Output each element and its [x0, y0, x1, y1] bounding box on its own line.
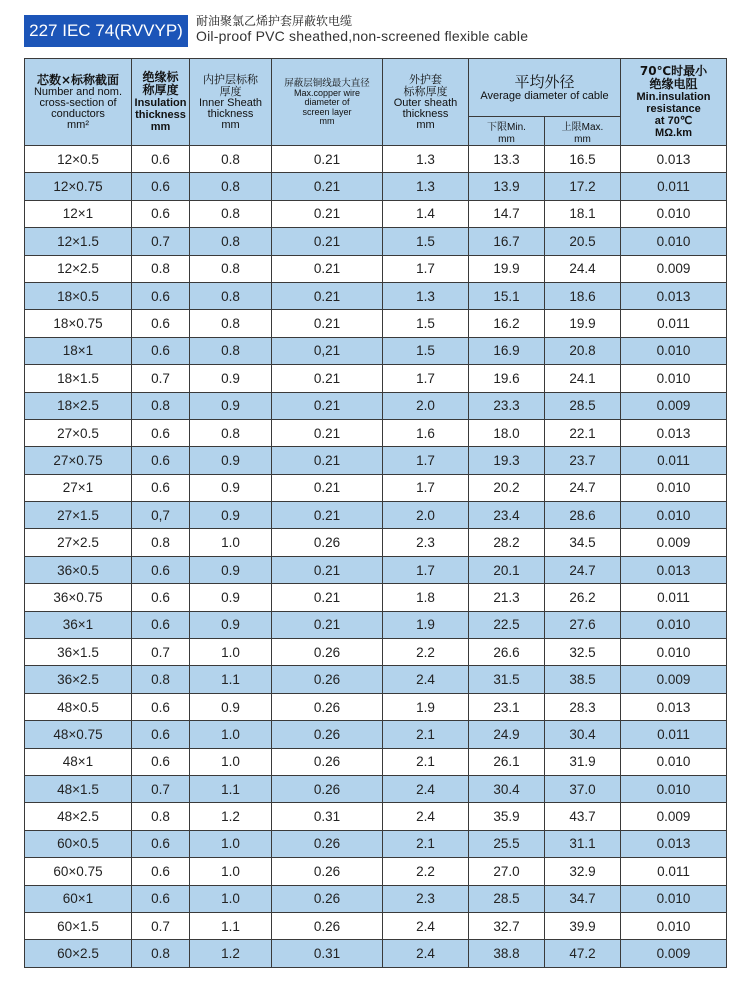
insulation-cell: 0.6 — [132, 419, 190, 446]
inner-sheath-cell: 0.9 — [190, 584, 272, 611]
cores-cell: 36×0.5 — [25, 556, 132, 583]
screen-wire-cell: 0.21 — [272, 173, 383, 200]
outer-sheath-cell: 1.3 — [383, 282, 469, 309]
inner-sheath-cell: 1.0 — [190, 858, 272, 885]
diameter-min-cell: 21.3 — [469, 584, 545, 611]
diameter-min-cell: 26.1 — [469, 748, 545, 775]
outer-sheath-cell: 1.5 — [383, 310, 469, 337]
resistance-cell: 0.013 — [621, 282, 727, 309]
screen-wire-cell: 0.21 — [272, 392, 383, 419]
table-row — [25, 365, 727, 392]
inner-sheath-cell: 0.8 — [190, 255, 272, 282]
outer-sheath-cell: 2.4 — [383, 912, 469, 939]
resistance-cell: 0.011 — [621, 721, 727, 748]
diameter-max-cell: 31.1 — [545, 830, 621, 857]
table-row — [25, 666, 727, 693]
resistance-cell: 0.009 — [621, 940, 727, 967]
screen-wire-cell: 0.21 — [272, 228, 383, 255]
diameter-min-cell: 16.7 — [469, 228, 545, 255]
cable-spec-table — [24, 58, 727, 968]
insulation-cell: 0.7 — [132, 775, 190, 802]
table-row — [25, 228, 727, 255]
cores-cell: 36×1.5 — [25, 639, 132, 666]
screen-wire-cell: 0.26 — [272, 775, 383, 802]
inner-sheath-cell: 0.8 — [190, 337, 272, 364]
table-row — [25, 255, 727, 282]
resistance-cell: 0.010 — [621, 474, 727, 501]
screen-wire-cell: 0.26 — [272, 858, 383, 885]
table-row — [25, 803, 727, 830]
resistance-cell: 0.010 — [621, 337, 727, 364]
insulation-cell: 0.8 — [132, 392, 190, 419]
outer-sheath-cell: 1.7 — [383, 474, 469, 501]
header-inner-sheath: 内护层标称 厚度 Inner Sheath thickness mm — [190, 59, 272, 146]
inner-sheath-cell: 0.9 — [190, 447, 272, 474]
page-header — [0, 0, 750, 52]
diameter-max-cell: 32.9 — [545, 858, 621, 885]
screen-wire-cell: 0.26 — [272, 748, 383, 775]
outer-sheath-cell: 1.7 — [383, 255, 469, 282]
diameter-min-cell: 20.2 — [469, 474, 545, 501]
screen-wire-cell: 0.21 — [272, 611, 383, 638]
diameter-min-cell: 35.9 — [469, 803, 545, 830]
screen-wire-cell: 0,21 — [272, 337, 383, 364]
insulation-cell: 0.7 — [132, 912, 190, 939]
inner-sheath-cell: 0.9 — [190, 502, 272, 529]
screen-wire-cell: 0.21 — [272, 502, 383, 529]
cores-cell: 18×1 — [25, 337, 132, 364]
diameter-max-cell: 28.5 — [545, 392, 621, 419]
diameter-max-cell: 26.2 — [545, 584, 621, 611]
screen-wire-cell: 0.21 — [272, 556, 383, 583]
table-row — [25, 885, 727, 912]
outer-sheath-cell: 1.5 — [383, 228, 469, 255]
screen-wire-cell: 0.21 — [272, 310, 383, 337]
outer-sheath-cell: 2.1 — [383, 748, 469, 775]
diameter-max-cell: 20.5 — [545, 228, 621, 255]
insulation-cell: 0.8 — [132, 666, 190, 693]
cores-cell: 36×1 — [25, 611, 132, 638]
table-row — [25, 474, 727, 501]
outer-sheath-cell: 1.3 — [383, 173, 469, 200]
resistance-cell: 0.010 — [621, 639, 727, 666]
header-screen-wire: 屏蔽层铜线最大直径 Max.copper wire diameter of screen layer mm — [272, 59, 383, 146]
diameter-min-cell: 16.2 — [469, 310, 545, 337]
cores-cell: 48×1 — [25, 748, 132, 775]
screen-wire-cell: 0.21 — [272, 419, 383, 446]
inner-sheath-cell: 0.8 — [190, 228, 272, 255]
insulation-cell: 0.8 — [132, 529, 190, 556]
insulation-cell: 0.6 — [132, 830, 190, 857]
diameter-min-cell: 19.3 — [469, 447, 545, 474]
screen-wire-cell: 0.26 — [272, 912, 383, 939]
table-row — [25, 693, 727, 720]
diameter-max-cell: 34.7 — [545, 885, 621, 912]
cores-cell: 27×0.75 — [25, 447, 132, 474]
diameter-min-cell: 24.9 — [469, 721, 545, 748]
diameter-min-cell: 13.9 — [469, 173, 545, 200]
insulation-cell: 0.6 — [132, 693, 190, 720]
diameter-max-cell: 18.6 — [545, 282, 621, 309]
cores-cell: 60×1.5 — [25, 912, 132, 939]
cores-cell: 27×1.5 — [25, 502, 132, 529]
resistance-cell: 0.013 — [621, 146, 727, 173]
inner-sheath-cell: 1.1 — [190, 666, 272, 693]
header-insulation-resistance: 70℃时最小 绝缘电阻 Min.insulation resistance at 70℃ MΩ.km — [621, 59, 727, 146]
resistance-cell: 0.010 — [621, 200, 727, 227]
screen-wire-cell: 0.21 — [272, 282, 383, 309]
insulation-cell: 0.6 — [132, 282, 190, 309]
inner-sheath-cell: 0.9 — [190, 365, 272, 392]
screen-wire-cell: 0.26 — [272, 830, 383, 857]
table-row — [25, 282, 727, 309]
cores-cell: 12×2.5 — [25, 255, 132, 282]
inner-sheath-cell: 0.9 — [190, 611, 272, 638]
insulation-cell: 0.8 — [132, 940, 190, 967]
diameter-max-cell: 38.5 — [545, 666, 621, 693]
diameter-min-cell: 18.0 — [469, 419, 545, 446]
insulation-cell: 0,7 — [132, 502, 190, 529]
screen-wire-cell: 0.26 — [272, 885, 383, 912]
cores-cell: 12×1 — [25, 200, 132, 227]
insulation-cell: 0.6 — [132, 611, 190, 638]
diameter-max-cell: 30.4 — [545, 721, 621, 748]
outer-sheath-cell: 1.7 — [383, 365, 469, 392]
cores-cell: 12×1.5 — [25, 228, 132, 255]
screen-wire-cell: 0.21 — [272, 584, 383, 611]
inner-sheath-cell: 0.8 — [190, 282, 272, 309]
table-row — [25, 529, 727, 556]
diameter-max-cell: 47.2 — [545, 940, 621, 967]
diameter-min-cell: 20.1 — [469, 556, 545, 583]
diameter-min-cell: 23.4 — [469, 502, 545, 529]
diameter-max-cell: 28.6 — [545, 502, 621, 529]
table-row — [25, 940, 727, 967]
insulation-cell: 0.6 — [132, 474, 190, 501]
title-chinese: 耐油聚氯乙烯护套屏蔽软电缆 — [196, 14, 353, 28]
resistance-cell: 0.011 — [621, 858, 727, 885]
diameter-min-cell: 19.6 — [469, 365, 545, 392]
diameter-max-cell: 16.5 — [545, 146, 621, 173]
inner-sheath-cell: 0.8 — [190, 200, 272, 227]
cores-cell: 27×1 — [25, 474, 132, 501]
insulation-cell: 0.6 — [132, 310, 190, 337]
diameter-max-cell: 18.1 — [545, 200, 621, 227]
diameter-min-cell: 26.6 — [469, 639, 545, 666]
inner-sheath-cell: 1.2 — [190, 940, 272, 967]
diameter-max-cell: 22.1 — [545, 419, 621, 446]
resistance-cell: 0.013 — [621, 830, 727, 857]
insulation-cell: 0.6 — [132, 584, 190, 611]
header-cores: 芯数×标称截面 Number and nom. cross-section of conductors mm² — [25, 59, 132, 146]
inner-sheath-cell: 1.0 — [190, 721, 272, 748]
header-diameter-min: 下限Min. mm — [469, 117, 545, 146]
screen-wire-cell: 0.26 — [272, 529, 383, 556]
table-row — [25, 611, 727, 638]
insulation-cell: 0.7 — [132, 365, 190, 392]
resistance-cell: 0.010 — [621, 775, 727, 802]
cores-cell: 60×2.5 — [25, 940, 132, 967]
table-row — [25, 858, 727, 885]
outer-sheath-cell: 1.7 — [383, 447, 469, 474]
diameter-max-cell: 31.9 — [545, 748, 621, 775]
resistance-cell: 0.010 — [621, 748, 727, 775]
header-insulation: 绝缘标 称厚度 Insulation thickness mm — [132, 59, 190, 146]
resistance-cell: 0.011 — [621, 310, 727, 337]
cores-cell: 18×0.5 — [25, 282, 132, 309]
header-diameter-max: 上限Max. mm — [545, 117, 621, 146]
outer-sheath-cell: 2.0 — [383, 392, 469, 419]
table-row — [25, 912, 727, 939]
resistance-cell: 0.010 — [621, 502, 727, 529]
cores-cell: 27×0.5 — [25, 419, 132, 446]
diameter-min-cell: 14.7 — [469, 200, 545, 227]
screen-wire-cell: 0.31 — [272, 940, 383, 967]
screen-wire-cell: 0.26 — [272, 639, 383, 666]
table-row — [25, 392, 727, 419]
screen-wire-cell: 0.21 — [272, 255, 383, 282]
resistance-cell: 0.010 — [621, 365, 727, 392]
insulation-cell: 0.6 — [132, 200, 190, 227]
diameter-max-cell: 28.3 — [545, 693, 621, 720]
diameter-max-cell: 34.5 — [545, 529, 621, 556]
screen-wire-cell: 0.21 — [272, 146, 383, 173]
outer-sheath-cell: 2.4 — [383, 666, 469, 693]
cores-cell: 18×2.5 — [25, 392, 132, 419]
table-row — [25, 173, 727, 200]
inner-sheath-cell: 1.1 — [190, 775, 272, 802]
inner-sheath-cell: 0.9 — [190, 392, 272, 419]
table-row — [25, 830, 727, 857]
outer-sheath-cell: 2.2 — [383, 639, 469, 666]
cores-cell: 60×0.5 — [25, 830, 132, 857]
insulation-cell: 0.6 — [132, 885, 190, 912]
inner-sheath-cell: 1.0 — [190, 639, 272, 666]
table-row — [25, 748, 727, 775]
cores-cell: 18×1.5 — [25, 365, 132, 392]
diameter-min-cell: 22.5 — [469, 611, 545, 638]
diameter-max-cell: 24.4 — [545, 255, 621, 282]
table-row — [25, 502, 727, 529]
insulation-cell: 0.8 — [132, 255, 190, 282]
table-row — [25, 721, 727, 748]
insulation-cell: 0.6 — [132, 748, 190, 775]
table-row — [25, 775, 727, 802]
cores-cell: 36×2.5 — [25, 666, 132, 693]
diameter-max-cell: 43.7 — [545, 803, 621, 830]
cores-cell: 48×1.5 — [25, 775, 132, 802]
screen-wire-cell: 0.26 — [272, 666, 383, 693]
inner-sheath-cell: 0.8 — [190, 310, 272, 337]
inner-sheath-cell: 0.9 — [190, 556, 272, 583]
outer-sheath-cell: 2.0 — [383, 502, 469, 529]
resistance-cell: 0.010 — [621, 912, 727, 939]
diameter-max-cell: 19.9 — [545, 310, 621, 337]
resistance-cell: 0.011 — [621, 584, 727, 611]
resistance-cell: 0.010 — [621, 611, 727, 638]
diameter-min-cell: 16.9 — [469, 337, 545, 364]
resistance-cell: 0.010 — [621, 228, 727, 255]
insulation-cell: 0.6 — [132, 146, 190, 173]
resistance-cell: 0.009 — [621, 255, 727, 282]
diameter-min-cell: 31.5 — [469, 666, 545, 693]
resistance-cell: 0.010 — [621, 885, 727, 912]
diameter-max-cell: 24.1 — [545, 365, 621, 392]
header-outer-sheath: 外护套 标称厚度 Outer sheath thickness mm — [383, 59, 469, 146]
resistance-cell: 0.009 — [621, 803, 727, 830]
resistance-cell: 0.013 — [621, 693, 727, 720]
diameter-min-cell: 23.3 — [469, 392, 545, 419]
diameter-min-cell: 19.9 — [469, 255, 545, 282]
table-row — [25, 556, 727, 583]
inner-sheath-cell: 1.0 — [190, 529, 272, 556]
outer-sheath-cell: 1.4 — [383, 200, 469, 227]
cores-cell: 12×0.75 — [25, 173, 132, 200]
header-avg-diameter: 平均外径 Average diameter of cable — [469, 59, 621, 117]
diameter-max-cell: 23.7 — [545, 447, 621, 474]
table-row — [25, 447, 727, 474]
diameter-max-cell: 39.9 — [545, 912, 621, 939]
insulation-cell: 0.6 — [132, 556, 190, 583]
outer-sheath-cell: 2.4 — [383, 940, 469, 967]
diameter-min-cell: 28.5 — [469, 885, 545, 912]
diameter-min-cell: 30.4 — [469, 775, 545, 802]
title-english: Oil-proof PVC sheathed,non-screened flexible cable — [196, 28, 529, 44]
insulation-cell: 0.6 — [132, 447, 190, 474]
cable-type-tag: 227 IEC 74(RVVYP) — [24, 15, 188, 47]
insulation-cell: 0.6 — [132, 721, 190, 748]
outer-sheath-cell: 2.4 — [383, 803, 469, 830]
screen-wire-cell: 0.31 — [272, 803, 383, 830]
cores-cell: 12×0.5 — [25, 146, 132, 173]
outer-sheath-cell: 2.3 — [383, 529, 469, 556]
cores-cell: 48×0.5 — [25, 693, 132, 720]
diameter-min-cell: 15.1 — [469, 282, 545, 309]
inner-sheath-cell: 0.9 — [190, 474, 272, 501]
resistance-cell: 0.011 — [621, 447, 727, 474]
diameter-min-cell: 38.8 — [469, 940, 545, 967]
insulation-cell: 0.7 — [132, 228, 190, 255]
outer-sheath-cell: 1.9 — [383, 611, 469, 638]
inner-sheath-cell: 0.9 — [190, 693, 272, 720]
outer-sheath-cell: 2.4 — [383, 775, 469, 802]
screen-wire-cell: 0.21 — [272, 365, 383, 392]
cores-cell: 48×0.75 — [25, 721, 132, 748]
diameter-max-cell: 17.2 — [545, 173, 621, 200]
cores-cell: 60×1 — [25, 885, 132, 912]
outer-sheath-cell: 1.9 — [383, 693, 469, 720]
resistance-cell: 0.009 — [621, 529, 727, 556]
diameter-max-cell: 37.0 — [545, 775, 621, 802]
table-row — [25, 419, 727, 446]
table-body — [25, 146, 727, 968]
outer-sheath-cell: 2.3 — [383, 885, 469, 912]
inner-sheath-cell: 1.0 — [190, 830, 272, 857]
diameter-max-cell: 20.8 — [545, 337, 621, 364]
diameter-max-cell: 24.7 — [545, 474, 621, 501]
diameter-min-cell: 13.3 — [469, 146, 545, 173]
cores-cell: 48×2.5 — [25, 803, 132, 830]
resistance-cell: 0.009 — [621, 666, 727, 693]
outer-sheath-cell: 1.7 — [383, 556, 469, 583]
insulation-cell: 0.8 — [132, 803, 190, 830]
table-row — [25, 639, 727, 666]
screen-wire-cell: 0.26 — [272, 721, 383, 748]
outer-sheath-cell: 2.1 — [383, 721, 469, 748]
screen-wire-cell: 0.21 — [272, 447, 383, 474]
table-row — [25, 337, 727, 364]
table-row — [25, 200, 727, 227]
resistance-cell: 0.013 — [621, 419, 727, 446]
outer-sheath-cell: 1.5 — [383, 337, 469, 364]
inner-sheath-cell: 1.0 — [190, 748, 272, 775]
inner-sheath-cell: 1.1 — [190, 912, 272, 939]
outer-sheath-cell: 2.2 — [383, 858, 469, 885]
inner-sheath-cell: 1.0 — [190, 885, 272, 912]
outer-sheath-cell: 1.6 — [383, 419, 469, 446]
resistance-cell: 0.013 — [621, 556, 727, 583]
inner-sheath-cell: 0.8 — [190, 173, 272, 200]
diameter-max-cell: 27.6 — [545, 611, 621, 638]
diameter-min-cell: 25.5 — [469, 830, 545, 857]
outer-sheath-cell: 1.3 — [383, 146, 469, 173]
diameter-min-cell: 28.2 — [469, 529, 545, 556]
diameter-max-cell: 24.7 — [545, 556, 621, 583]
table-row — [25, 310, 727, 337]
screen-wire-cell: 0.26 — [272, 693, 383, 720]
cores-cell: 27×2.5 — [25, 529, 132, 556]
cores-cell: 36×0.75 — [25, 584, 132, 611]
inner-sheath-cell: 0.8 — [190, 146, 272, 173]
diameter-min-cell: 23.1 — [469, 693, 545, 720]
table-row — [25, 146, 727, 173]
insulation-cell: 0.6 — [132, 337, 190, 364]
outer-sheath-cell: 1.8 — [383, 584, 469, 611]
table-row — [25, 584, 727, 611]
screen-wire-cell: 0.21 — [272, 200, 383, 227]
screen-wire-cell: 0.21 — [272, 474, 383, 501]
diameter-min-cell: 27.0 — [469, 858, 545, 885]
diameter-min-cell: 32.7 — [469, 912, 545, 939]
insulation-cell: 0.7 — [132, 639, 190, 666]
inner-sheath-cell: 0.8 — [190, 419, 272, 446]
resistance-cell: 0.009 — [621, 392, 727, 419]
inner-sheath-cell: 1.2 — [190, 803, 272, 830]
insulation-cell: 0.6 — [132, 173, 190, 200]
resistance-cell: 0.011 — [621, 173, 727, 200]
outer-sheath-cell: 2.1 — [383, 830, 469, 857]
diameter-max-cell: 32.5 — [545, 639, 621, 666]
cores-cell: 60×0.75 — [25, 858, 132, 885]
cores-cell: 18×0.75 — [25, 310, 132, 337]
insulation-cell: 0.6 — [132, 858, 190, 885]
